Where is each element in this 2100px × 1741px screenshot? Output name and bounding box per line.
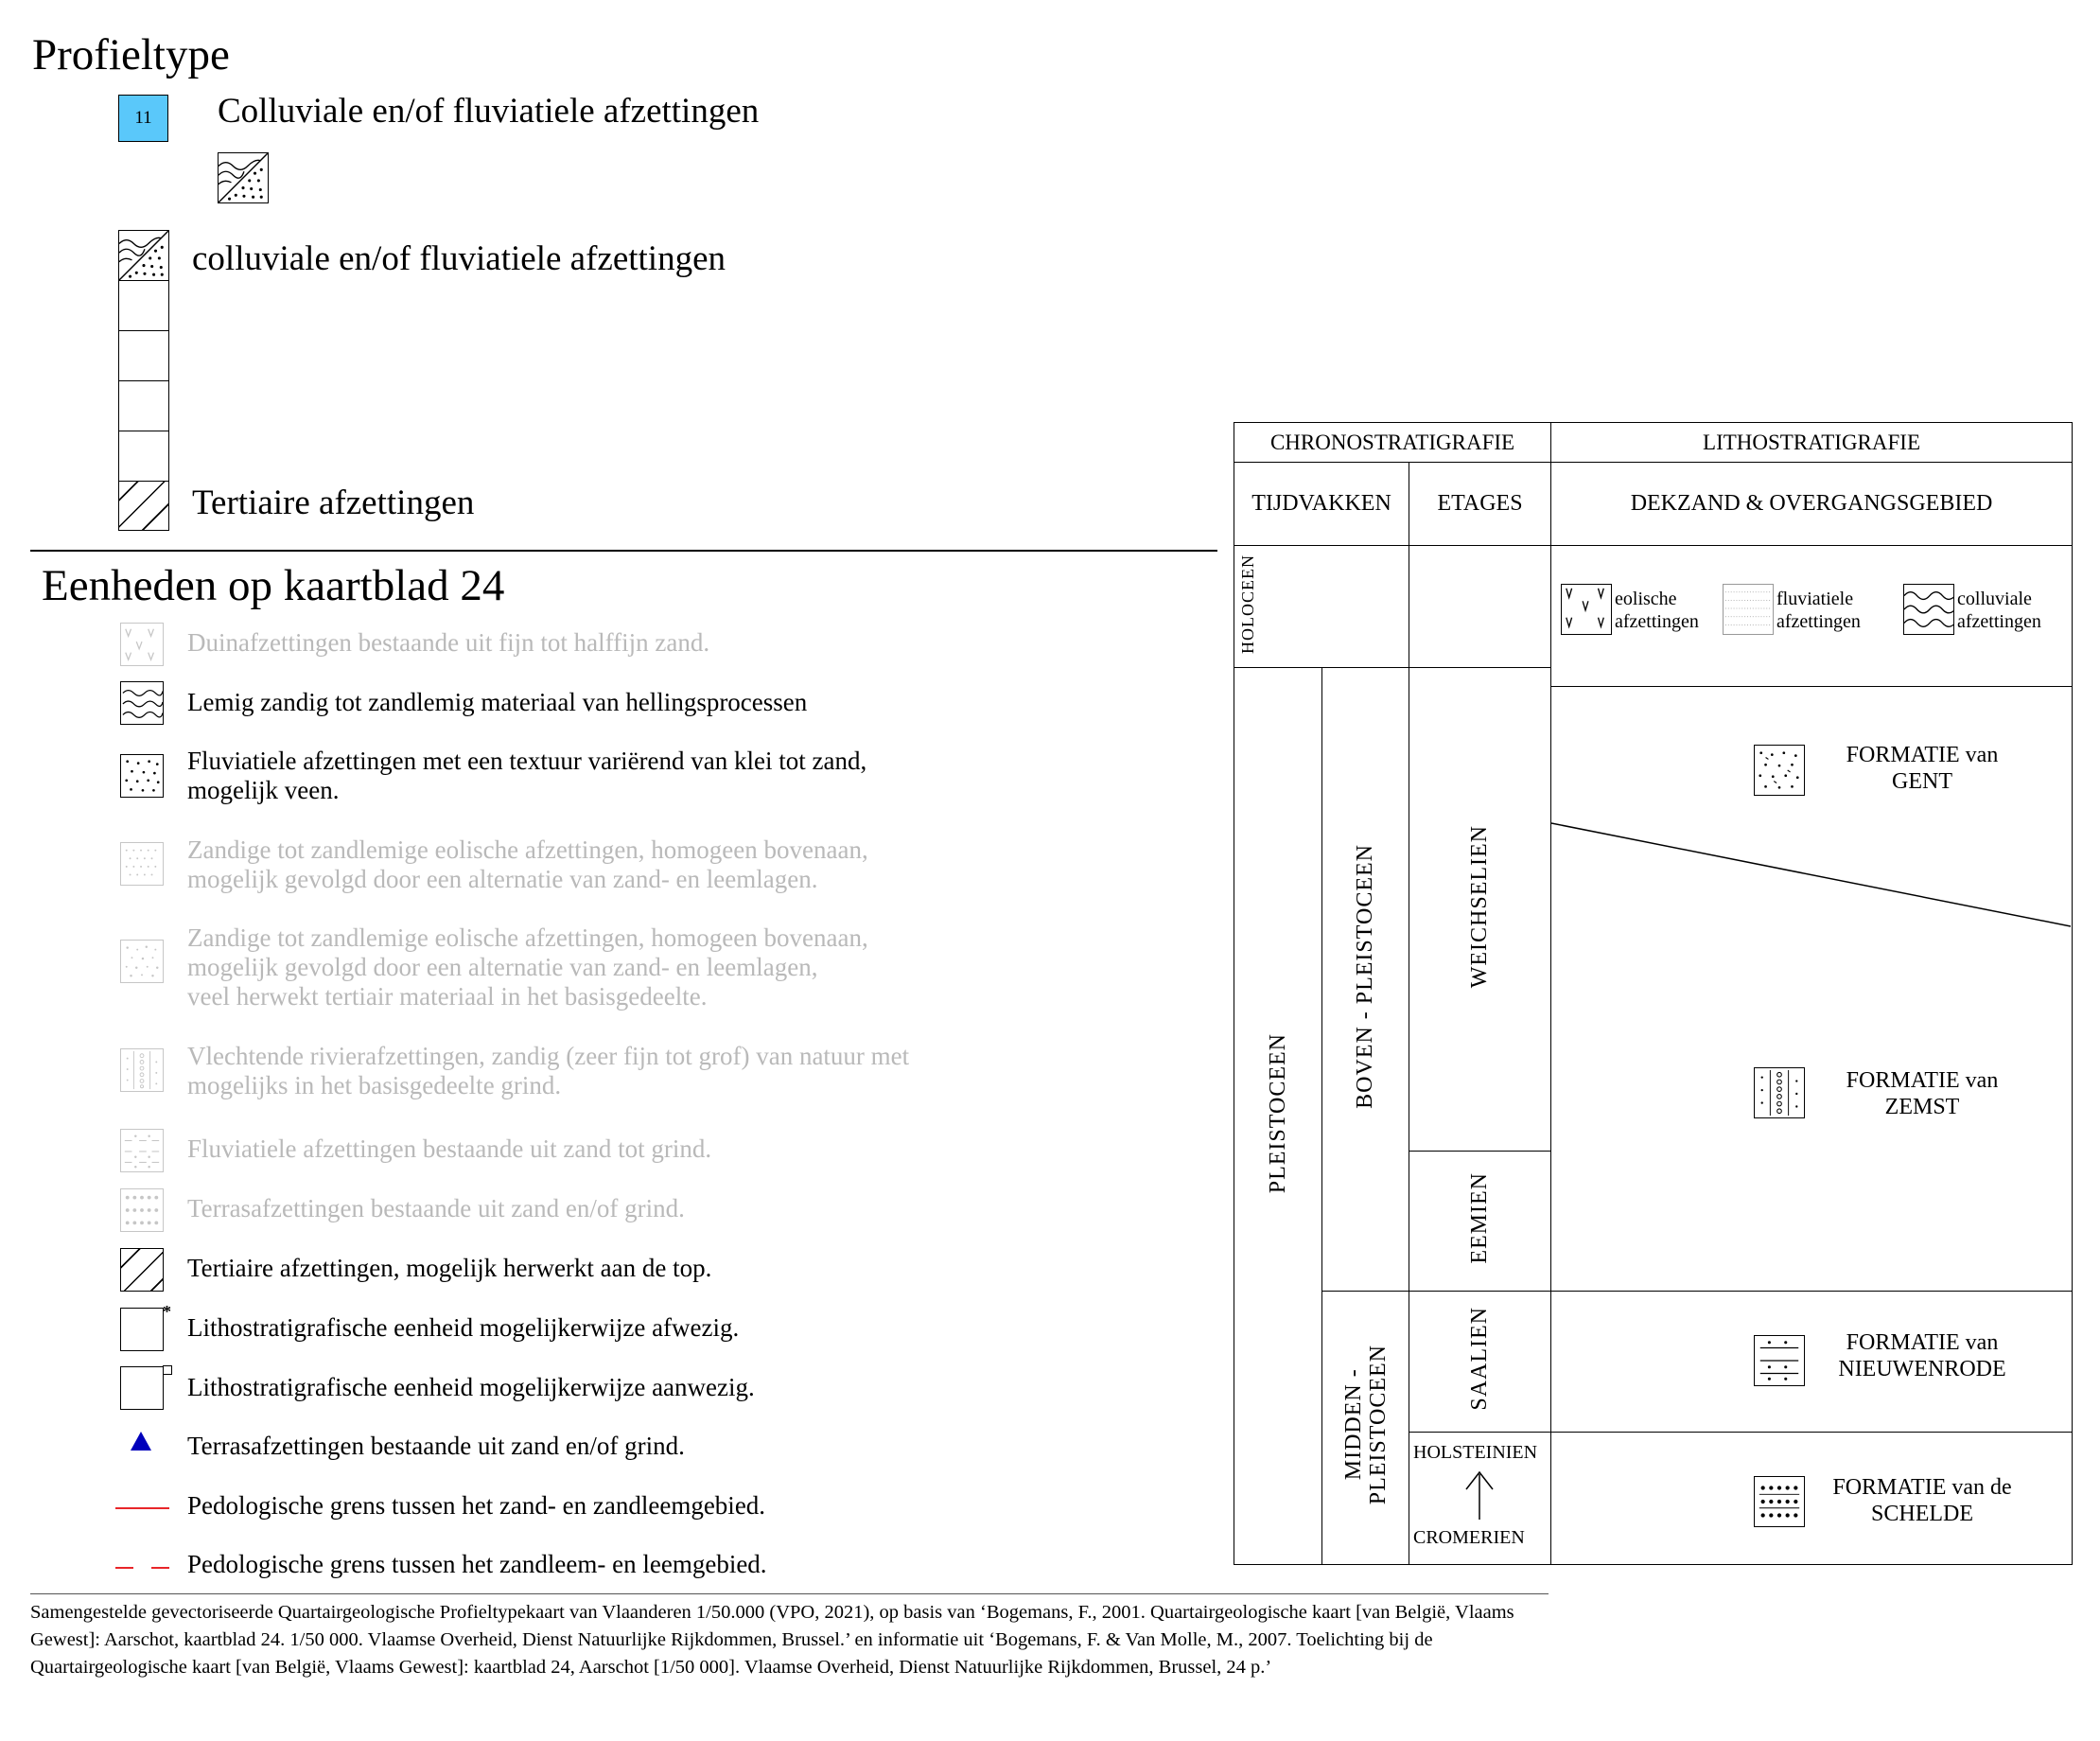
litho-header: LITHOSTRATIGRAFIE <box>1551 423 2073 463</box>
gent-pattern-icon <box>1754 745 1805 796</box>
fluvial-label-1: fluviatiele <box>1776 589 1854 609</box>
wavy-lines-icon <box>120 681 164 725</box>
formation-zemst-line2: ZEMST <box>1884 1095 1960 1119</box>
tijdvakken-header: TIJDVAKKEN <box>1234 463 1409 546</box>
dash-dot-rows-icon <box>120 1129 164 1172</box>
holocene-legend <box>1551 546 2071 687</box>
zemst-pattern-icon <box>1754 1067 1805 1118</box>
schelde-pattern-icon <box>1754 1476 1805 1527</box>
blue-triangle-icon <box>130 1431 152 1451</box>
nieuwenrode-cell <box>1551 1292 2073 1433</box>
dune-v-pattern-icon <box>120 623 164 666</box>
formation-schelde-line2: SCHELDE <box>1871 1502 1974 1526</box>
empty-box-asterisk-icon <box>120 1308 164 1351</box>
column-bottom-hatch-cell <box>118 481 169 531</box>
empty-box-square-icon <box>120 1366 164 1410</box>
formation-nieuwenrode-line1: FORMATIE van <box>1846 1330 1999 1355</box>
pleistoceen-label: PLEISTOCEEN <box>1265 1032 1290 1194</box>
profile-symbol-icon <box>218 152 269 203</box>
legend-text: Zandige tot zandlemige eolische afzettingen, homogeen bovenaan, <box>187 923 868 952</box>
eemien-label: EEMIEN <box>1467 1172 1492 1264</box>
chrono-header: CHRONOSTRATIGRAFIE <box>1234 423 1551 463</box>
eemien-cell <box>1409 1152 1551 1292</box>
legend-text: Tertiaire afzettingen, mogelijk herwerkt aan de top. <box>187 1254 712 1282</box>
dekzand-header: DEKZAND & OVERGANGSGEBIED <box>1551 463 2073 546</box>
column-top-cell <box>118 230 169 281</box>
braided-river-icon <box>120 1048 164 1092</box>
caption-divider <box>30 1593 1549 1594</box>
dense-dots-icon <box>120 1188 164 1232</box>
etages-header: ETAGES <box>1409 463 1551 546</box>
dotted-pattern-icon <box>120 754 164 798</box>
gent-zemst-cell <box>1551 687 2073 1292</box>
fine-dotted-icon <box>120 842 164 886</box>
legend-text: mogelijk veen. <box>187 776 340 804</box>
schelde-cell <box>1551 1433 2073 1565</box>
legend-text: Duinafzettingen bestaande uit fijn tot halffijn zand. <box>187 628 710 657</box>
profile-column <box>118 230 169 531</box>
legend-text: mogelijk gevolgd door een alternatie van zand- en leemlagen, <box>187 953 818 981</box>
pleistoceen-cell <box>1234 668 1322 1565</box>
formation-gent-line1: FORMATIE van <box>1846 743 1999 767</box>
fluvial-fine-icon <box>1723 584 1774 635</box>
saalien-cell <box>1409 1292 1551 1433</box>
gent-zemst-area <box>1551 687 2071 1291</box>
nieuwenrode-pattern-icon <box>1754 1335 1805 1386</box>
legend-text: Lithostratigrafische eenheid mogelijkerwijze afwezig. <box>187 1313 740 1342</box>
mixed-dotted-icon <box>120 940 164 983</box>
profile-title: Colluviale en/of fluviatiele afzettingen <box>218 92 760 131</box>
source-caption: Samengestelde gevectoriseerde Quartairgeologische Profieltypekaart van Vlaanderen 1/50.000 (VPO, 2021), op basis van ‘Bogemans, F., 2001. Quartairgeologische kaart [van België, Vlaams Gewest]: Aarschot, kaartblad 24. 1/50 000. Vlaamse Overheid, Dienst Natuurlijke Rijkdommen, Brussel.’ en informatie uit ‘Bogemans, F. & Van Molle, M., 2007. Toelichting bij de Quartairgeologische kaart [van België, Vlaams Gewest]: kaartblad 24, Aarschot [1/50 000]. Vlaamse Overheid, Dienst Natuurlijke Rijkdommen, Brussel, 24 p.’ <box>30 1602 1514 1678</box>
profile-heading: Profieltype <box>32 30 230 79</box>
colluvial-label-2: afzettingen <box>1957 611 2041 632</box>
fluvial-label-2: afzettingen <box>1776 611 1861 632</box>
holoceen-cell <box>1234 546 1409 668</box>
weichselien-cell <box>1409 668 1551 1152</box>
legend-text: Fluviatiele afzettingen met een textuur variërend van klei tot zand, <box>187 747 867 775</box>
cromerien-label: CROMERIEN <box>1413 1527 1525 1548</box>
legend-text: mogelijk gevolgd door een alternatie van zand- en leemlagen. <box>187 865 818 893</box>
legend-text: Pedologische grens tussen het zand- en zandleemgebied. <box>187 1491 766 1520</box>
midden-pleistoceen-label <box>1341 1345 1391 1504</box>
small-square-marker <box>163 1365 172 1375</box>
diagonal-hatch-icon <box>120 1248 164 1292</box>
column-cell <box>118 431 169 482</box>
holocene-litho-cell <box>1551 546 2073 687</box>
eolian-label-1: eolische <box>1615 589 1677 609</box>
legend-text: Terrasafzettingen bestaande uit zand en/of grind. <box>187 1432 685 1460</box>
units-heading: Eenheden op kaartblad 24 <box>42 561 505 610</box>
legend-text: Terrasafzettingen bestaande uit zand en/of grind. <box>187 1194 685 1222</box>
legend-text: veel herwekt tertiair materiaal in het basisgedeelte. <box>187 982 708 1011</box>
column-cell <box>118 380 169 431</box>
eolian-label-2: afzettingen <box>1615 611 1699 632</box>
formation-schelde-line1: FORMATIE van de <box>1832 1475 2012 1500</box>
profile-code: 11 <box>134 108 152 128</box>
profile-code-badge <box>118 95 168 142</box>
formation-gent-line2: GENT <box>1892 769 1952 794</box>
holsteinien-cromerien-cell <box>1409 1433 1551 1565</box>
legend-text: Lithostratigrafische eenheid mogelijkerwijze aanwezig. <box>187 1373 755 1401</box>
saalien-label: SAALIEN <box>1467 1307 1492 1411</box>
asterisk-marker: * <box>163 1302 171 1321</box>
legend-text: Lemig zandig tot zandlemig materiaal van hellingsprocessen <box>187 688 808 716</box>
formation-zemst-line1: FORMATIE van <box>1846 1068 1999 1093</box>
midden-line2: PLEISTOCEEN <box>1365 1345 1391 1505</box>
legend-text: Zandige tot zandlemige eolische afzettingen, homogeen bovenaan, <box>187 835 868 864</box>
holoceen-label: HOLOCEEN <box>1238 554 1257 654</box>
weichselien-label: WEICHSELIEN <box>1467 824 1492 989</box>
legend-text: Fluviatiele afzettingen bestaande uit zand tot grind. <box>187 1134 712 1163</box>
section-divider <box>30 550 1217 552</box>
legend-text: Vlechtende rivierafzettingen, zandig (zeer fijn tot grof) van natuur met <box>187 1042 910 1070</box>
red-solid-line-icon <box>115 1507 169 1509</box>
holoceen-etage-cell <box>1409 546 1551 668</box>
colluvial-label-1: colluviale <box>1957 589 2032 609</box>
eolian-v-icon <box>1561 584 1612 635</box>
column-bottom-label: Tertiaire afzettingen <box>192 484 475 522</box>
legend-text: Pedologische grens tussen het zandleem- en leemgebied. <box>187 1550 767 1578</box>
boven-pleistoceen-label: BOVEN - PLEISTOCEEN <box>1353 844 1377 1109</box>
formation-nieuwenrode-line2: NIEUWENRODE <box>1838 1357 2006 1381</box>
midden-line1: MIDDEN - <box>1340 1369 1366 1481</box>
boven-pleistoceen-cell <box>1322 668 1409 1292</box>
stratigraphy-table <box>1234 422 2073 1565</box>
column-cell <box>118 330 169 381</box>
legend-text: mogelijks in het basisgedeelte grind. <box>187 1071 562 1099</box>
holsteinien-label: HOLSTEINIEN <box>1413 1442 1538 1463</box>
midden-pleistoceen-cell <box>1322 1292 1409 1565</box>
column-cell <box>118 280 169 331</box>
colluvial-wave-icon <box>1903 584 1954 635</box>
column-top-label: colluviale en/of fluviatiele afzettingen <box>192 239 726 278</box>
up-arrow-icon <box>1462 1468 1496 1520</box>
